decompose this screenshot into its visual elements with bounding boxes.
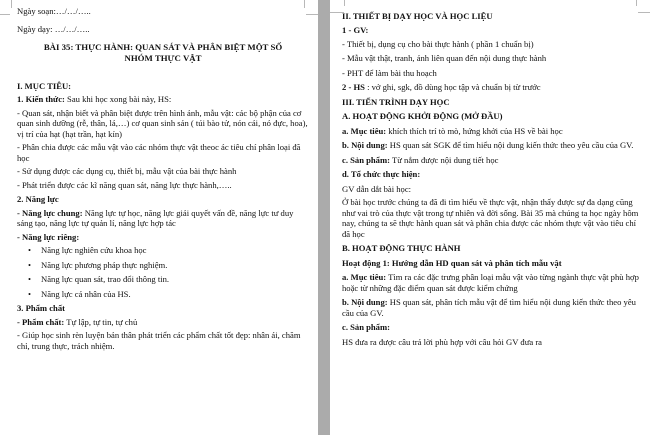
- list-item: • Năng lực nghiên cứu khoa học: [41, 245, 309, 255]
- product-text: Từ nắm được nội dung tiết học: [390, 154, 499, 165]
- general-ability-text: Năng lực tự học, năng lực giải quyết vấn đề, năng lực tư duy sáng tạo, năng lực tự quản lí, năng lực hợp tác: [17, 207, 294, 229]
- aim-text: Tìm ra các đặc trưng phân loại mẫu vật vào từng ngành thực vật phù hợp hoặc từ những đặc điểm quan sát được kiểm chứng: [342, 272, 639, 293]
- aim-label: a. Mục tiêu:: [342, 125, 387, 136]
- lesson-title-line2: NHÓM THỰC VẬT: [124, 52, 202, 63]
- knowledge-text: Sau khi học xong bài này, HS:: [64, 94, 172, 105]
- crop-mark: [0, 7, 10, 15]
- activity1-product-label: c. Sản phẩm:: [342, 322, 390, 333]
- specific-ability-label: - Năng lực riêng:: [17, 231, 80, 242]
- date-teach: Ngày dạy: …/…/…..: [17, 24, 90, 35]
- activity1-aim: [342, 272, 642, 293]
- knowledge-item-3: - Sử dụng được các dụng cụ, thiết bị, mẫu vật của bài thực hành: [17, 166, 237, 177]
- specific-ability-list: [17, 245, 309, 299]
- aim-label: a. Mục tiêu:: [342, 272, 387, 283]
- knowledge-item-4: - Phát triển được các kĩ năng quan sát, năng lực thực hành,…..: [17, 179, 232, 190]
- quality-heading: 3. Phẩm chất: [17, 303, 65, 314]
- activity1-content: [342, 297, 642, 318]
- content-text: HS quan sát SGK để tìm hiểu nội dung kiến thức theo yêu cầu của GV.: [387, 140, 634, 151]
- knowledge-item-2: - Phân chia được các mẫu vật vào các nhóm thực vật theoc ác tiêu chí phân loại đã học: [17, 142, 301, 163]
- activity1-heading: Hoạt động 1: Hướng dẫn HD quan sát và phân tích mẫu vật: [342, 257, 562, 268]
- teacher-heading: 1 - GV:: [342, 25, 369, 36]
- warmup-organize-label: d. Tổ chức thực hiện:: [342, 169, 421, 180]
- student-text: : vở ghi, sgk, đồ dùng học tập và chuẩn bị từ trước: [364, 82, 541, 93]
- content-label: b. Nội dung:: [342, 297, 388, 308]
- left-page-content: [17, 6, 309, 351]
- teacher-item-2: - Mẫu vật thật, tranh, ảnh liên quan đến nội dung thực hành: [342, 53, 547, 64]
- right-page-content: [342, 11, 642, 347]
- materials-heading: II. THIẾT BỊ DẠY HỌC VÀ HỌC LIỆU: [342, 11, 493, 21]
- warmup-aim: [342, 126, 642, 136]
- warmup-content: [342, 140, 642, 150]
- general-ability-label: - Năng lực chung:: [17, 207, 83, 218]
- content-label: b. Nội dung:: [342, 140, 388, 151]
- date-prep: Ngày soạn:…/…/…..: [17, 6, 91, 16]
- procedure-heading: III. TIẾN TRÌNH DẠY HỌC: [342, 96, 450, 107]
- teacher-item-3: - PHT để làm bài thu hoạch: [342, 67, 437, 78]
- list-item: • Năng lực cá nhân của HS.: [41, 289, 309, 299]
- product-label: c. Sản phẩm:: [342, 154, 390, 165]
- knowledge-label: 1. Kiến thức:: [17, 94, 65, 105]
- knowledge-item-1: - Quan sát, nhận biết và phân biệt được trên hình ảnh, mẫu vật: các bộ phận của cơ quan sinh dưỡng (rễ, thân, lá,…) cơ quan sinh sản ( túi bào tử, nón cái, nó đực, hoa), vị trí của hạt (hạt trần, hạt kín): [17, 107, 308, 139]
- general-ability: [17, 208, 309, 229]
- ability-heading: 2. Năng lực: [17, 194, 59, 205]
- document-page-left: [0, 0, 318, 435]
- teacher-item-1: - Thiết bị, dụng cụ cho bài thực hành ( phần 1 chuẩn bị): [342, 38, 534, 49]
- student-line: [342, 82, 642, 92]
- content-text: HS quan sát, phân tích mẫu vật để tìm hiểu nội dung kiến thức theo yêu cầu của GV.: [342, 297, 636, 318]
- warmup-organize-text: GV dẫn dắt bài học:: [342, 183, 412, 194]
- lesson-title-line1: BÀI 35: THỰC HÀNH: QUAN SÁT VÀ PHÂN BIỆT MỘT SỐ: [43, 41, 283, 52]
- warmup-heading: A. HOẠT ĐỘNG KHỞI ĐỘNG (MỞ ĐẦU): [342, 111, 503, 122]
- quality-line: [17, 317, 309, 327]
- aim-text: khích thích trí tò mò, hứng khởi của HS về bài học: [386, 125, 563, 136]
- warmup-product: [342, 155, 642, 165]
- objectives-heading: I. MỤC TIÊU:: [17, 80, 72, 91]
- list-item: • Năng lực quan sát, trao đổi thông tin.: [41, 274, 309, 284]
- activity1-product-text: HS đưa ra được câu trả lời phù hợp với câu hỏi GV đưa ra: [342, 336, 542, 347]
- warmup-paragraph: Ở bài học trước chúng ta đã đi tìm hiểu về thực vật, nhận thấy được sự đa dạng cũng như vai trò của thực vật trong tự nhiên và đời sống. Bài 35 mà chúng ta học ngày hôm nay, chúng ta sẽ thực hành quan sát và phân chia được các nhóm thực vật vào tiêu chí đã học: [342, 197, 639, 239]
- practice-heading: B. HOẠT ĐỘNG THỰC HÀNH: [342, 243, 461, 254]
- quality-text: Tự lập, tự tin, tự chủ: [64, 316, 138, 327]
- quality-detail: - Giúp học sinh rèn luyện bản thân phát triển các phẩm chất tốt đẹp: nhân ái, chăm chỉ, trung thực, trách nhiệm.: [17, 330, 301, 351]
- list-item: • Năng lực phương pháp thực nghiệm.: [41, 260, 309, 270]
- quality-label: - Phẩm chất:: [17, 316, 65, 327]
- student-label: 2 - HS: [342, 82, 365, 93]
- document-page-right: [330, 0, 650, 435]
- knowledge-intro: [17, 94, 309, 104]
